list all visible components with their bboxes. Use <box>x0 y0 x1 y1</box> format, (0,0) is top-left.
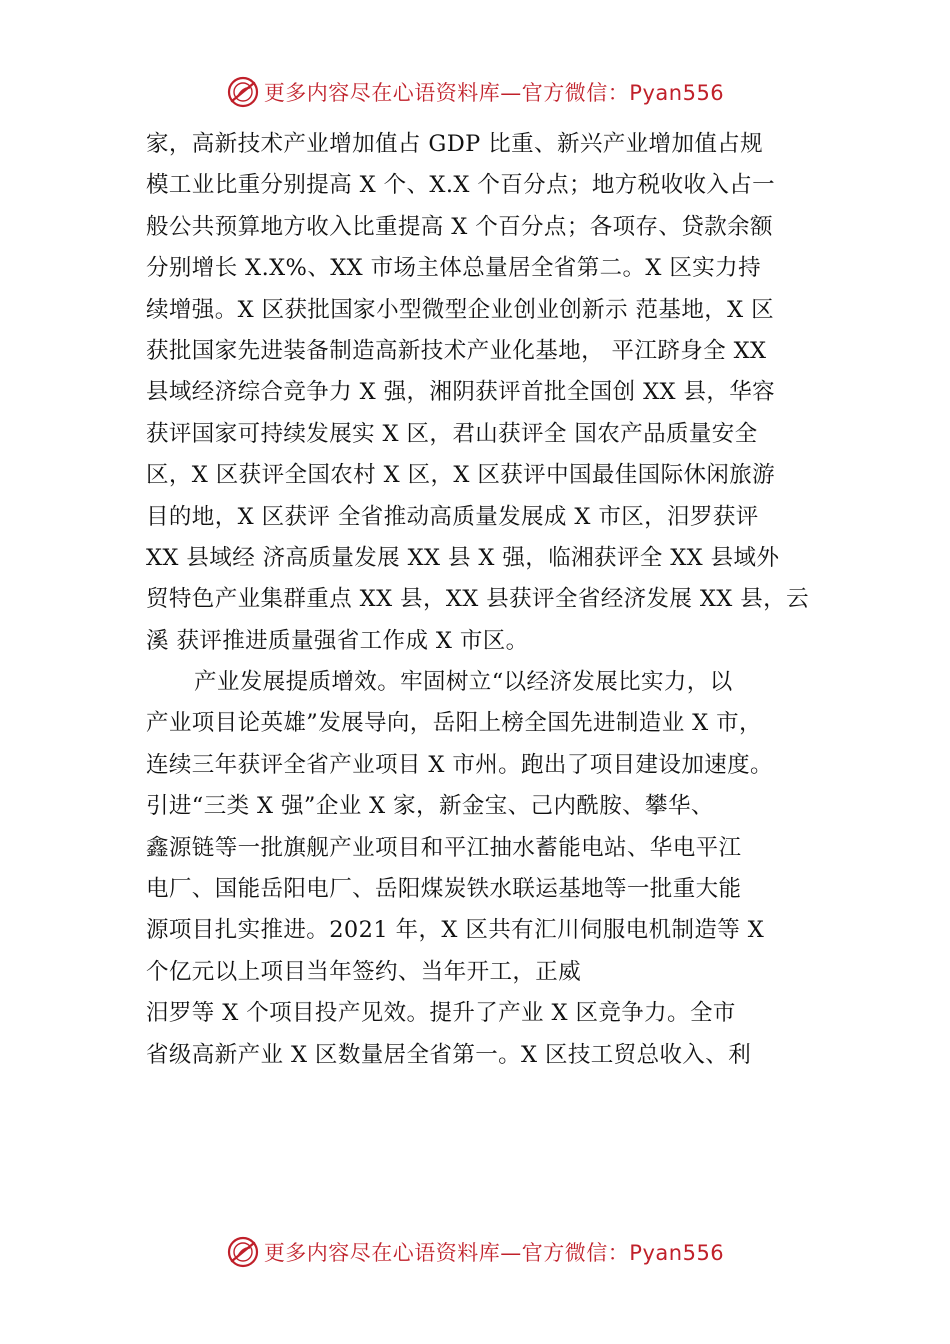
text-line: 目的地，X 区获评 全省推动高质量发展成 X 市区，汨罗获评 <box>146 503 759 530</box>
text-line: 电厂、国能岳阳电厂、岳阳煤炭铁水联运基地等一批重大能 <box>146 876 742 903</box>
text-line: 溪 获评推进质量强省工作成 X 市区。 <box>146 627 529 654</box>
text-line: 鑫源链等一批旗舰产业项目和平江抽水蓄能电站、华电平江 <box>146 834 742 861</box>
text-line: 贸特色产业集群重点 XX 县，XX 县获评全省经济发展 XX 县，云 <box>146 586 809 613</box>
text-line: 模工业比重分别提高 X 个、X.X 个百分点；地方税收收入占一 <box>146 172 776 199</box>
seal-logo-icon <box>226 75 260 109</box>
text-line: 分别增长 X.X%、XX 市场主体总量居全省第二。X 区实力持 <box>146 255 761 282</box>
text-line: 续增强。X 区获批国家小型微型企业创业创新示 范基地，X 区 <box>146 296 774 323</box>
text-line: 个亿元以上项目当年签约、当年开工，正威 <box>146 958 582 985</box>
text-line: 区，X 区获评全国农村 X 区，X 区获评中国最佳国际休闲旅游 <box>146 462 776 489</box>
seal-logo-icon <box>226 1235 260 1269</box>
paragraph-start-line: 产业发展提质增效。牢固树立“以经济发展比实力，以 <box>194 669 733 696</box>
text-line: 获批国家先进装备制造高新技术产业化基地， 平江跻身全 XX <box>146 337 767 364</box>
text-line: 获评国家可持续发展实 X 区，君山获评全 国农产品质量安全 <box>146 420 758 447</box>
footer-banner-text: 更多内容尽在心语资料库—官方微信：Pyan556 <box>263 1241 725 1265</box>
text-line: 产业项目论英雄”发展导向，岳阳上榜全国先进制造业 X 市， <box>146 710 762 737</box>
text-line: 汨罗等 X 个项目投产见效。提升了产业 X 区竞争力。全市 <box>146 1000 736 1027</box>
header-banner-text: 更多内容尽在心语资料库—官方微信：Pyan556 <box>263 81 725 105</box>
text-line: 源项目扎实推进。2021 年，X 区共有汇川伺服电机制造等 X <box>146 917 765 944</box>
text-line: 省级高新产业 X 区数量居全省第一。X 区技工贸总收入、利 <box>146 1041 752 1068</box>
footer-banner <box>0 1232 950 1272</box>
document-body <box>146 124 846 1076</box>
text-line: 县域经济综合竞争力 X 强，湘阴获评首批全国创 XX 县，华容 <box>146 379 776 406</box>
text-line: 引进“三类 X 强”企业 X 家，新金宝、己内酰胺、攀华、 <box>146 793 714 820</box>
header-banner <box>0 72 950 112</box>
text-line: XX 县域经 济高质量发展 XX 县 X 强，临湘获评全 XX 县域外 <box>146 544 780 571</box>
text-line: 家，高新技术产业增加值占 GDP 比重、新兴产业增加值占规 <box>146 131 764 157</box>
text-line: 连续三年获评全省产业项目 X 市州。跑出了项目建设加速度。 <box>146 751 773 778</box>
text-line: 般公共预算地方收入比重提高 X 个百分点；各项存、贷款余额 <box>146 213 773 240</box>
